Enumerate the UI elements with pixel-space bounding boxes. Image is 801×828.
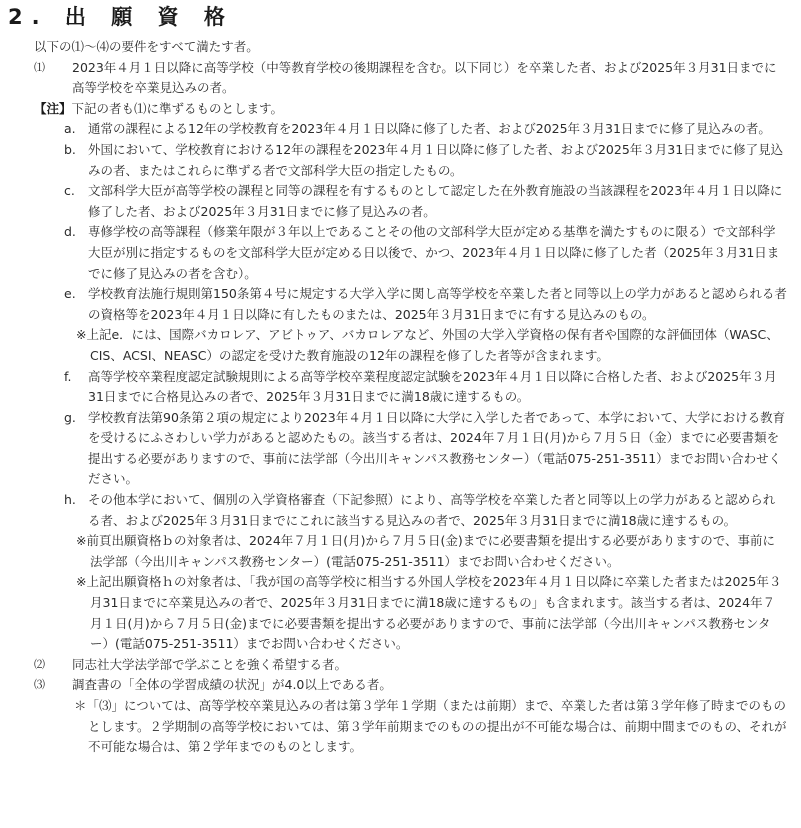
list-item [14,222,787,284]
requirement-1 [14,58,787,99]
item-text-h: その他本学において、個別の入学資格審査（下記参照）により、高等学校を卒業した者と同等以上の学力があると認められる者、および2025年３月31日までにこれに該当する見込みの者で、2025年３月31日までに満18歳に達するもの。 [88,492,776,528]
list-item [14,181,787,222]
document-page [0,2,801,828]
list-item [14,284,787,325]
item-label-b: b. [64,141,76,157]
requirement-3-label: ⑶ [34,678,45,692]
requirement-2-label: ⑵ [34,657,45,671]
requirement-3 [14,675,787,696]
requirement-3-text: 調査書の「全体の学習成績の状況」が4.0以上である者。 [72,677,392,693]
item-text-c: 文部科学大臣が高等学校の課程と同等の課程を有するものとして認定した在外教育施設の当該課程を2023年４月１日以降に修了した者、および2025年３月31日までに修了見込みの者。 [88,183,783,219]
item-text-d: 専修学校の高等課程（修業年限が３年以上であることその他の文部科学大臣が定める基準を満たすものに限る）で文部科学大臣が別に指定するものを文部科学大臣が定める日以後で、かつ、2023年４月１日以降に修了した者（2025年３月31日までに修了見込みの者を含む）。 [88,224,780,281]
note-item-e: ※上記e．には、国際バカロレア、アビトゥア、バカロレアなど、外国の大学入学資格の保有者や国際的な評価団体（WASC、CIS、ACSI、NEASC）の認定を受けた教育施設の12年の課程を修了した者等が含まれます。 [76,327,779,363]
intro-text: 以下の⑴～⑷の要件をすべて満たす者。 [34,39,259,54]
footnote: ＊「⑶」については、高等学校卒業見込みの者は第３学年１学期（または前期）まで、卒業した者は第３学年修了時までのものとします。２学期制の高等学校においては、第３学年前期までのものの提出が不可能な場合は、前期中間までのもの、それが不可能な場合は、第２学年までのものとします。 [74,698,787,755]
item-label-d: d. [64,224,76,240]
item-label-h: h. [64,492,76,508]
item-text-b: 外国において、学校教育における12年の課程を2023年４月１日以降に修了した者、および2025年３月31日までに修了見込みの者、またはこれらに準ずる者で文部科学大臣の指定したもの。 [88,141,784,178]
list-item [14,367,787,408]
note-heading [14,99,787,120]
list-item [14,140,787,181]
note-text: 下記の者も⑴に準ずるものとします。 [71,100,284,116]
item-label-f: f. [64,368,72,384]
note-tag: 【注】 [34,100,72,116]
item-text-a: 通常の課程による12年の学校教育を2023年４月１日以降に修了した者、および2025年３月31日までに修了見込みの者。 [88,121,771,137]
requirement-2-text: 同志社大学法学部で学ぶことを強く希望する者。 [72,656,348,672]
note-item-h: ※上記出願資格ｈの対象者は、「我が国の高等学校に相当する外国人学校を2023年４月１日以降に卒業した者または2025年３月31日までに卒業見込みの者で、2025年３月31日までに満18歳に達するもの」も含まれます。該当する者は、2024年７月１日(月)から７月５日(金)までに必要書類を提出する必要がありますので、事前に法学部（今出川キャンパス教務センター）(電話075-251-3511）までお問い合わせください。 [76,574,782,652]
section-heading: 2. 出 願 資 格 [8,5,234,29]
list-item [14,119,787,140]
note-item-b: ※前頁出願資格ｂの対象者は、2024年７月１日(月)から７月５日(金)までに必要書類を提出する必要がありますので、事前に法学部（今出川キャンパス教務センター）(電話075-251-3511）までお問い合わせください。 [76,533,776,569]
list-item [14,490,787,531]
item-text-e: 学校教育法施行規則第150条第４号に規定する大学入学に関し高等学校を卒業した者と同等以上の学力があると認められる者の資格等を2023年４月１日以降に有したものまたは、2025年３月31日までに有する見込みのもの。 [88,286,787,322]
requirement-1-text: 2023年４月１日以降に高等学校（中等教育学校の後期課程を含む。以下同じ）を卒業した者、および2025年３月31日までに高等学校を卒業見込みの者。 [72,59,777,96]
requirement-2 [14,655,787,676]
item-label-e: e. [64,286,76,302]
requirement-1-label: ⑴ [34,60,45,74]
item-text-f: 高等学校卒業程度認定試験規則による高等学校卒業程度認定試験を2023年４月１日以降に合格した者、および2025年３月31日までに合格見込みの者で、2025年３月31日までに満18歳に達するもの。 [88,368,777,405]
list-item [14,408,787,490]
item-label-a: a. [64,121,76,137]
item-label-c: c. [64,183,75,199]
item-label-g: g. [64,409,76,425]
item-text-g: 学校教育法第90条第２項の規定により2023年４月１日以降に大学に入学した者であって、本学において、大学における教育を受けるにふさわしい学力があると認めたもの。該当する者は、2024年７月１日(月)から７月５日（金）までに必要書類を提出する必要がありますので、事前に法学部（今出川キャンパス教務センター）（電話075-251-3511）までお問い合わせください。 [88,409,786,487]
